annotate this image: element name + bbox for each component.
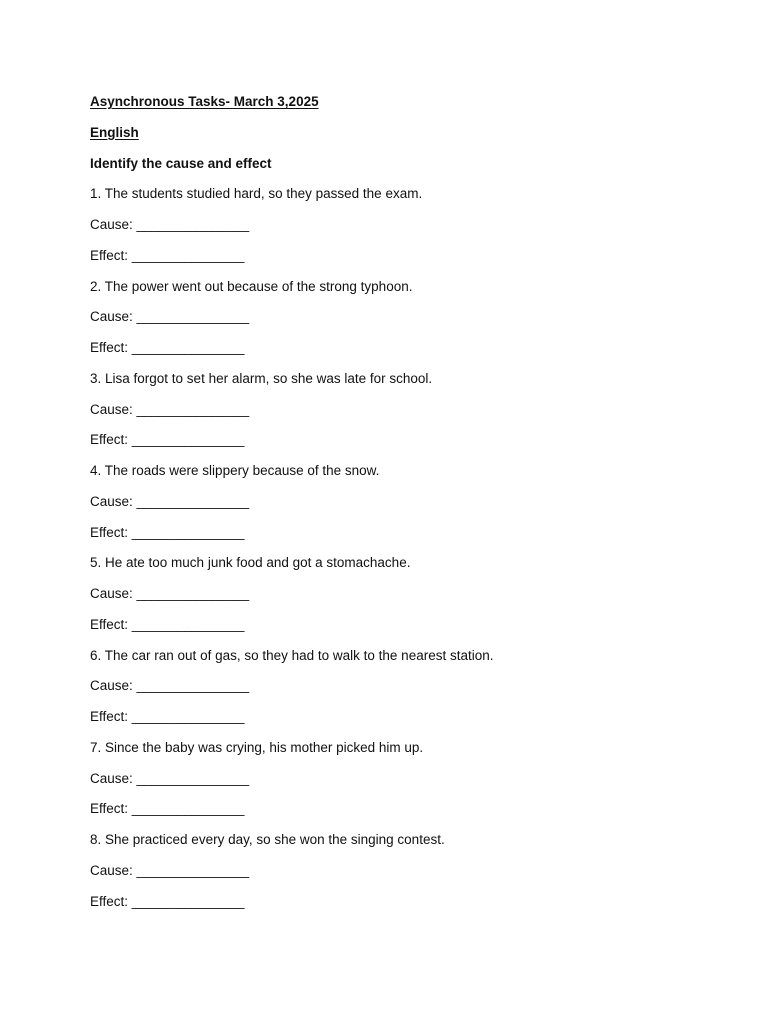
question-item: 5. He ate too much junk food and got a stomachache. — [90, 555, 411, 571]
subject-heading: English — [90, 124, 139, 140]
effect-blank: Effect: _______________ — [90, 432, 245, 448]
cause-blank: Cause: _______________ — [90, 401, 250, 417]
effect-blank: Effect: _______________ — [90, 893, 245, 909]
effect-blank: Effect: _______________ — [90, 709, 245, 724]
question-item: 2. The power went out because of the strong typhoon. — [90, 278, 413, 294]
cause-blank: Cause: _______________ — [90, 309, 250, 325]
effect-blank: Effect: _______________ — [90, 616, 245, 632]
question-item: 3. Lisa forgot to set her alarm, so she was late for school. — [90, 370, 433, 386]
effect-blank: Effect: _______________ — [90, 247, 245, 263]
document-content — [90, 93, 710, 923]
cause-blank: Cause: _______________ — [90, 770, 250, 786]
effect-blank: Effect: _______________ — [90, 340, 245, 355]
cause-blank: Cause: _______________ — [90, 493, 250, 509]
cause-blank: Cause: _______________ — [90, 586, 250, 601]
cause-blank: Cause: _______________ — [90, 862, 250, 878]
instruction-heading: Identify the cause and effect — [90, 155, 272, 171]
question-item: 6. The car ran out of gas, so they had to walk to the nearest station. — [90, 647, 494, 663]
effect-blank: Effect: _______________ — [90, 801, 245, 817]
cause-blank: Cause: _______________ — [90, 217, 250, 232]
cause-blank: Cause: _______________ — [90, 678, 250, 694]
question-item: 1. The students studied hard, so they passed the exam. — [90, 186, 423, 202]
question-item: 7. Since the baby was crying, his mother picked him up. — [90, 739, 424, 755]
effect-blank: Effect: _______________ — [90, 524, 245, 540]
document-title: Asynchronous Tasks- March 3,2025 — [90, 94, 319, 109]
question-item: 4. The roads were slippery because of the snow. — [90, 463, 380, 478]
question-item: 8. She practiced every day, so she won the singing contest. — [90, 832, 445, 847]
